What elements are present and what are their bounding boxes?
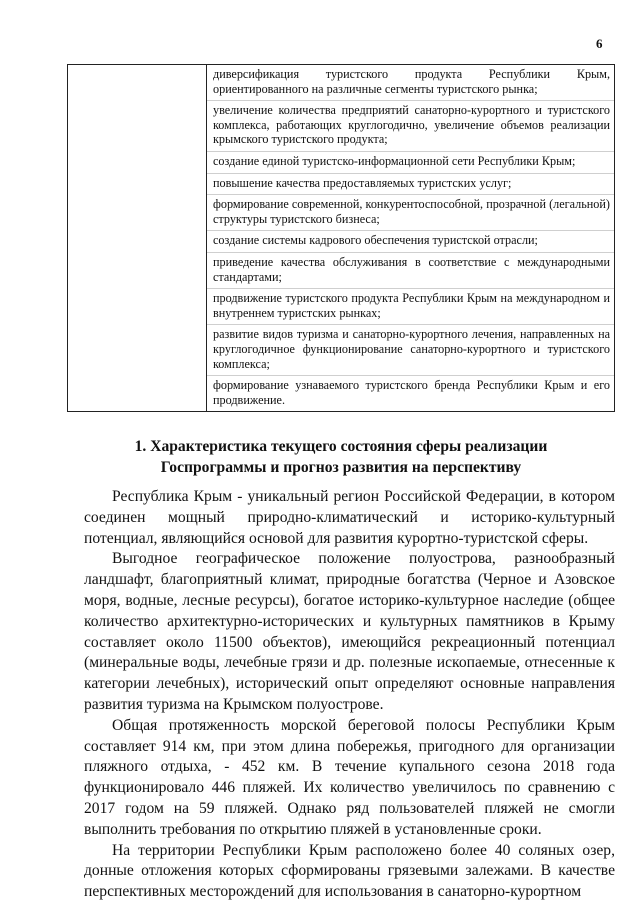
goal-item: развитие видов туризма и санаторно-курортного лечения, направленных на круглогодичное функционирование санаторно-курортного и туристского комплекса; bbox=[207, 325, 614, 376]
table-left-cell bbox=[68, 65, 207, 412]
goal-item: формирование современной, конкурентоспособной, прозрачной (легальной) структуры туристского бизнеса; bbox=[207, 195, 614, 231]
paragraph: На территории Республики Крым расположено более 40 соляных озер, донные отложения которых сформированы грязевыми залежами. В качестве перспективных месторождений для использования в санаторно-курортном bbox=[84, 841, 615, 901]
goal-item: диверсификация туристского продукта Республики Крым, ориентированного на различные сегменты туристского рынка; bbox=[207, 65, 614, 101]
goal-item: формирование узнаваемого туристского бренда Республики Крым и его продвижение. bbox=[213, 378, 610, 407]
body-text bbox=[84, 487, 615, 903]
goal-item: приведение качества обслуживания в соответствие с международными стандартами; bbox=[207, 253, 614, 289]
paragraph: Общая протяженность морской береговой полосы Республики Крым составляет 914 км, при этом длина побережья, пригодного для организации пляжного отдыха, - 452 км. В течение купального сезона 2018 года функционировало 446 пляжей. Их количество увеличилось по сравнению с 2017 годом на 59 пляжей. Однако ряд пользователей пляжей не смогли выполнить требования по открытию пляжей в установленные сроки. bbox=[84, 716, 615, 838]
section-heading bbox=[67, 436, 615, 478]
goal-item: создание единой туристско-информационной сети Республики Крым; bbox=[207, 152, 614, 174]
goal-item: создание системы кадрового обеспечения туристской отрасли; bbox=[207, 231, 614, 253]
table-goals-cell bbox=[207, 65, 615, 412]
page-number: 6 bbox=[596, 36, 603, 51]
table-row bbox=[68, 65, 615, 412]
goal-item: продвижение туристского продукта Республики Крым на международном и внутреннем туристских рынках; bbox=[207, 289, 614, 325]
paragraph: Выгодное географическое положение полуострова, разнообразный ландшафт, благоприятный климат, природные богатства (Черное и Азовское моря, водные, лесные ресурсы), богатое историко-культурное наследие (общее количество архитектурно-исторических и культурных памятников в Крыму составляет около 11500 объектов), имеющийся рекреационный потенциал (минеральные воды, лечебные грязи и др. полезные ископаемые, отнесенные к категории лечебных), исторический опыт определяют основные направления развития туризма на Крымском полуострове. bbox=[84, 550, 615, 713]
goals-table bbox=[67, 64, 615, 412]
goal-item: увеличение количества предприятий санаторно-курортного и туристского комплекса, работающих круглогодично, увеличение объемов реализации крымского туристского продукта; bbox=[207, 101, 614, 152]
section-heading-line: Госпрограммы и прогноз развития на перспективу bbox=[160, 459, 522, 476]
paragraph: Республика Крым - уникальный регион Российской Федерации, в котором соединен мощный природно-климатический и историко-культурный потенциал, являющийся основой для развития курортно-туристской сферы. bbox=[84, 488, 615, 547]
goal-item: повышение качества предоставляемых туристских услуг; bbox=[207, 174, 614, 196]
section-heading-line: 1. Характеристика текущего состояния сферы реализации bbox=[134, 438, 548, 455]
